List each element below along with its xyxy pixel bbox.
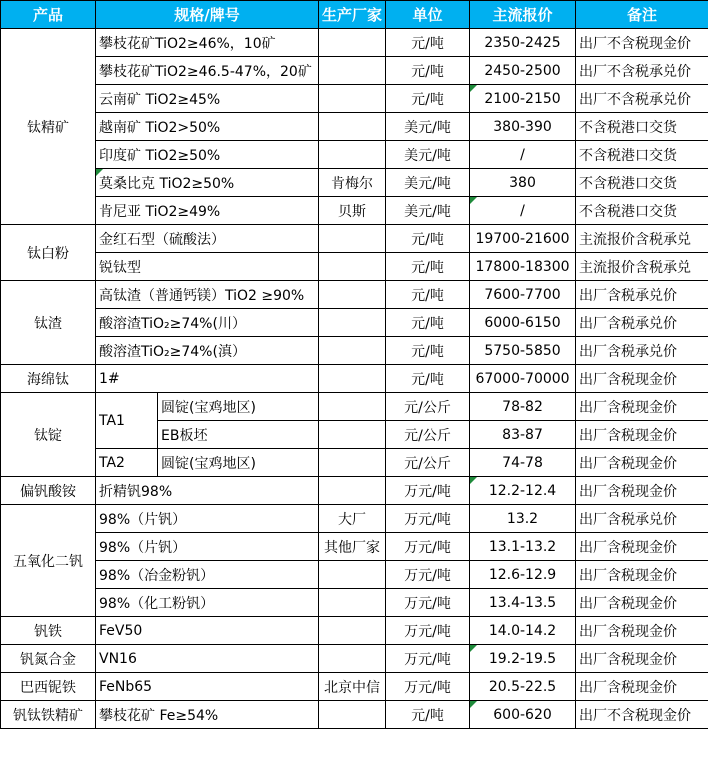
note-cell: 出厂含税现金价 [576, 561, 708, 589]
unit-cell: 万元/吨 [386, 477, 470, 505]
table-row [1, 505, 708, 533]
unit-cell: 万元/吨 [386, 561, 470, 589]
note-cell: 出厂不含税承兑价 [576, 57, 708, 85]
price-cell: 20.5-22.5 [470, 673, 576, 701]
price-cell: 13.1-13.2 [470, 533, 576, 561]
table-row [1, 253, 708, 281]
product-cell: 偏钒酸铵 [1, 477, 96, 505]
manufacturer-cell [319, 393, 386, 421]
price-cell [470, 645, 576, 673]
price-cell: 380 [470, 169, 576, 197]
table-row [1, 29, 708, 57]
table-row [1, 309, 708, 337]
price-cell: 380-390 [470, 113, 576, 141]
price-cell: 19700-21600 [470, 225, 576, 253]
table-row [1, 197, 708, 225]
table-row [1, 57, 708, 85]
price-cell: 13.4-13.5 [470, 589, 576, 617]
unit-cell: 元/吨 [386, 57, 470, 85]
unit-cell: 元/吨 [386, 225, 470, 253]
unit-cell: 元/公斤 [386, 449, 470, 477]
spec-cell: FeV50 [96, 617, 319, 645]
note-cell: 出厂含税现金价 [576, 365, 708, 393]
note-cell: 出厂含税现金价 [576, 673, 708, 701]
price-value: 12.2-12.4 [488, 482, 557, 499]
spec-cell: 酸溶渣TiO₂≥74%(滇） [96, 337, 319, 365]
note-cell: 出厂含税承兑价 [576, 337, 708, 365]
manufacturer-cell [319, 449, 386, 477]
spec-cell: 锐钛型 [96, 253, 319, 281]
unit-cell: 万元/吨 [386, 645, 470, 673]
spec-cell: 98%（冶金粉钒） [96, 561, 319, 589]
manufacturer-cell [319, 253, 386, 281]
product-cell: 巴西铌铁 [1, 673, 96, 701]
table-row [1, 561, 708, 589]
product-cell: 钛锭 [1, 393, 96, 477]
spec-cell: 越南矿 TiO2>50% [96, 113, 319, 141]
comment-indicator-icon [470, 197, 477, 204]
manufacturer-cell: 北京中信 [319, 673, 386, 701]
price-value: 2100-2150 [484, 90, 561, 107]
product-cell: 钛精矿 [1, 29, 96, 225]
spec-cell: 98%（片钒） [96, 533, 319, 561]
price-cell: 6000-6150 [470, 309, 576, 337]
note-cell: 出厂含税现金价 [576, 477, 708, 505]
note-cell: 不含税港口交货 [576, 169, 708, 197]
note-cell: 出厂含税现金价 [576, 421, 708, 449]
product-cell: 海绵钛 [1, 365, 96, 393]
unit-cell: 元/吨 [386, 29, 470, 57]
unit-cell: 美元/吨 [386, 169, 470, 197]
unit-cell: 美元/吨 [386, 141, 470, 169]
unit-cell: 元/吨 [386, 253, 470, 281]
table-row [1, 393, 708, 421]
comment-indicator-icon [470, 477, 477, 484]
product-cell: 钒铁 [1, 617, 96, 645]
price-cell [470, 701, 576, 729]
spec-cell: 98%（片钒） [96, 505, 319, 533]
unit-cell: 元/吨 [386, 337, 470, 365]
table-row [1, 449, 708, 477]
price-cell: 13.2 [470, 505, 576, 533]
unit-cell: 万元/吨 [386, 673, 470, 701]
manufacturer-cell [319, 421, 386, 449]
comment-indicator-icon [470, 701, 477, 708]
manufacturer-cell: 贝斯 [319, 197, 386, 225]
manufacturer-cell [319, 477, 386, 505]
price-value: / [520, 202, 525, 219]
spec-cell: 酸溶渣TiO₂≥74%(川） [96, 309, 319, 337]
price-cell: 14.0-14.2 [470, 617, 576, 645]
comment-indicator-icon [470, 645, 477, 652]
price-cell: 2450-2500 [470, 57, 576, 85]
manufacturer-cell [319, 225, 386, 253]
product-cell: 钒钛铁精矿 [1, 701, 96, 729]
price-cell: 5750-5850 [470, 337, 576, 365]
column-header-note: 备注 [576, 1, 708, 29]
unit-cell: 美元/吨 [386, 113, 470, 141]
table-row [1, 617, 708, 645]
table-row [1, 673, 708, 701]
unit-cell: 万元/吨 [386, 505, 470, 533]
price-value: 600-620 [493, 706, 552, 723]
price-cell: 67000-70000 [470, 365, 576, 393]
product-cell: 钒氮合金 [1, 645, 96, 673]
price-cell: 2350-2425 [470, 29, 576, 57]
unit-cell: 万元/吨 [386, 617, 470, 645]
spec-cell: VN16 [96, 645, 319, 673]
spec-cell: 1# [96, 365, 319, 393]
unit-cell: 元/吨 [386, 309, 470, 337]
manufacturer-cell [319, 645, 386, 673]
manufacturer-cell: 大厂 [319, 505, 386, 533]
price-cell: 74-78 [470, 449, 576, 477]
grade-cell: TA2 [96, 449, 158, 477]
column-header-price: 主流报价 [470, 1, 576, 29]
column-header-unit: 单位 [386, 1, 470, 29]
note-cell: 出厂含税现金价 [576, 533, 708, 561]
manufacturer-cell [319, 113, 386, 141]
table-row [1, 365, 708, 393]
table-row [1, 169, 708, 197]
note-cell: 主流报价含税承兑 [576, 253, 708, 281]
table-row [1, 701, 708, 729]
unit-cell: 元/吨 [386, 365, 470, 393]
spec-cell: 肯尼亚 TiO2≥49% [96, 197, 319, 225]
product-cell: 钛渣 [1, 281, 96, 365]
price-value: 19.2-19.5 [488, 650, 557, 667]
comment-indicator-icon [96, 169, 103, 176]
note-cell: 出厂不含税现金价 [576, 29, 708, 57]
manufacturer-cell [319, 281, 386, 309]
header-row [1, 1, 708, 29]
spec-cell: 攀枝花矿TiO2≥46%，10矿 [96, 29, 319, 57]
note-cell: 不含税港口交货 [576, 113, 708, 141]
manufacturer-cell [319, 365, 386, 393]
manufacturer-cell [319, 337, 386, 365]
spec-cell: 云南矿 TiO2≥45% [96, 85, 319, 113]
spec-cell: EB板坯 [158, 421, 319, 449]
note-cell: 主流报价含税承兑 [576, 225, 708, 253]
spec-cell: 98%（化工粉钒） [96, 589, 319, 617]
table-row [1, 141, 708, 169]
table-row [1, 645, 708, 673]
spec-cell: 折精钒98% [96, 477, 319, 505]
spec-cell: 印度矿 TiO2≥50% [96, 141, 319, 169]
unit-cell: 万元/吨 [386, 589, 470, 617]
note-cell: 不含税港口交货 [576, 141, 708, 169]
unit-cell: 元/吨 [386, 701, 470, 729]
spec-cell [96, 169, 319, 197]
unit-cell: 元/公斤 [386, 393, 470, 421]
table-row [1, 589, 708, 617]
unit-cell: 元/吨 [386, 281, 470, 309]
table-row [1, 85, 708, 113]
manufacturer-cell [319, 29, 386, 57]
product-cell: 五氧化二钒 [1, 505, 96, 617]
price-cell: / [470, 141, 576, 169]
table-row [1, 337, 708, 365]
column-header-spec: 规格/牌号 [96, 1, 319, 29]
price-cell: 83-87 [470, 421, 576, 449]
price-cell [470, 477, 576, 505]
manufacturer-cell [319, 589, 386, 617]
note-cell: 出厂含税现金价 [576, 589, 708, 617]
table-row [1, 113, 708, 141]
grade-cell: TA1 [96, 393, 158, 449]
note-cell: 出厂含税现金价 [576, 617, 708, 645]
spec-cell: FeNb65 [96, 673, 319, 701]
table-row [1, 477, 708, 505]
spec-cell: 圆锭(宝鸡地区) [158, 393, 319, 421]
manufacturer-cell [319, 141, 386, 169]
spec-cell: 高钛渣（普通钙镁）TiO2 ≥90% [96, 281, 319, 309]
comment-indicator-icon [470, 85, 477, 92]
manufacturer-cell [319, 309, 386, 337]
price-cell [470, 85, 576, 113]
price-cell: 17800-18300 [470, 253, 576, 281]
unit-cell: 万元/吨 [386, 533, 470, 561]
spec-cell: 金红石型（硫酸法） [96, 225, 319, 253]
table-row [1, 533, 708, 561]
table-row [1, 225, 708, 253]
note-cell: 不含税港口交货 [576, 197, 708, 225]
price-cell: 78-82 [470, 393, 576, 421]
note-cell: 出厂不含税承兑价 [576, 85, 708, 113]
spec-cell: 攀枝花矿TiO2≥46.5-47%，20矿 [96, 57, 319, 85]
price-cell [470, 197, 576, 225]
manufacturer-cell [319, 617, 386, 645]
unit-cell: 元/公斤 [386, 421, 470, 449]
note-cell: 出厂含税承兑价 [576, 505, 708, 533]
manufacturer-cell [319, 561, 386, 589]
unit-cell: 元/吨 [386, 85, 470, 113]
manufacturer-cell: 其他厂家 [319, 533, 386, 561]
note-cell: 出厂含税现金价 [576, 645, 708, 673]
manufacturer-cell [319, 85, 386, 113]
price-cell: 12.6-12.9 [470, 561, 576, 589]
column-header-product: 产品 [1, 1, 96, 29]
spec-cell: 圆锭(宝鸡地区) [158, 449, 319, 477]
product-cell: 钛白粉 [1, 225, 96, 281]
manufacturer-cell [319, 701, 386, 729]
note-cell: 出厂含税现金价 [576, 449, 708, 477]
note-cell: 出厂含税现金价 [576, 393, 708, 421]
spec-cell: 攀枝花矿 Fe≥54% [96, 701, 319, 729]
note-cell: 出厂不含税现金价 [576, 701, 708, 729]
table-row [1, 281, 708, 309]
manufacturer-cell [319, 57, 386, 85]
note-cell: 出厂含税承兑价 [576, 281, 708, 309]
note-cell: 出厂含税承兑价 [576, 309, 708, 337]
unit-cell: 美元/吨 [386, 197, 470, 225]
manufacturer-cell: 肯梅尔 [319, 169, 386, 197]
spec-value: 莫桑比克 TiO2≥50% [99, 175, 235, 192]
column-header-manufacturer: 生产厂家 [319, 1, 386, 29]
price-cell: 7600-7700 [470, 281, 576, 309]
